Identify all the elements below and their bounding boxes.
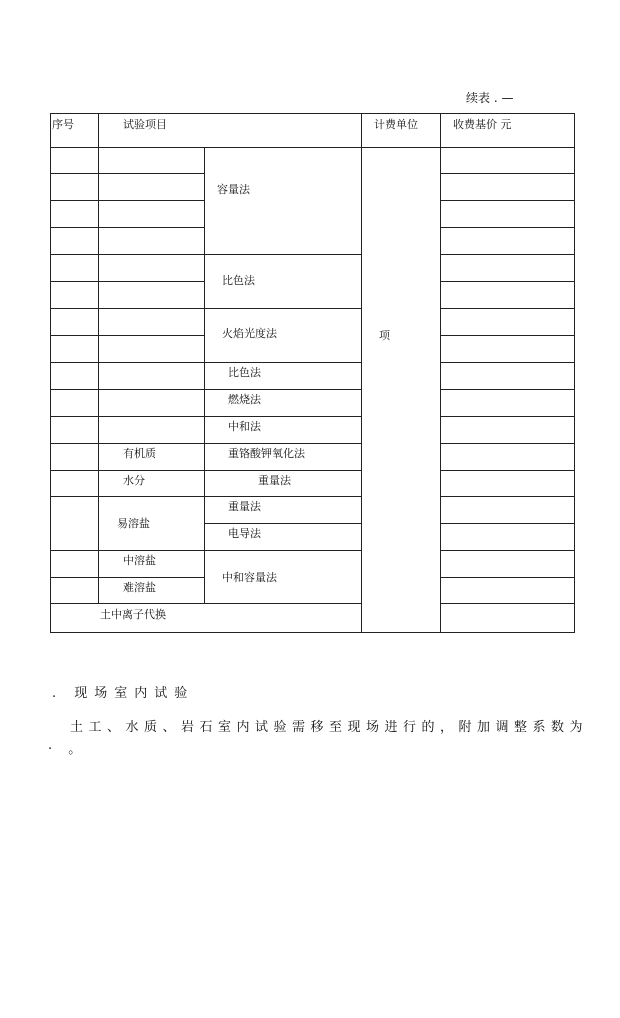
section-paragraph-line1: 土工、水质、岩石室内试验需移至现场进行的，附加调整系数为: [70, 720, 589, 735]
item-cell: 土中离子代换: [100, 608, 166, 621]
item-cell: 中溶盐: [123, 554, 156, 567]
method-cell: 重量法: [258, 474, 291, 487]
section-heading: . 现场室内试验: [52, 686, 195, 701]
header-price: 收费基价 元: [453, 118, 512, 131]
method-cell: 燃烧法: [228, 393, 261, 406]
unit-value: 项: [379, 329, 390, 342]
method-cell: 比色法: [222, 274, 255, 287]
header-seq: 序号: [52, 118, 74, 131]
header-unit: 计费单位: [374, 118, 418, 131]
method-cell: 火焰光度法: [222, 327, 277, 340]
method-cell: 重铬酸钾氧化法: [228, 447, 305, 460]
method-cell: 中和容量法: [222, 571, 277, 584]
method-cell: 重量法: [228, 500, 261, 513]
item-cell: 易溶盐: [117, 517, 150, 530]
item-cell: 水分: [123, 474, 145, 487]
section-paragraph-line2: · 。: [48, 742, 88, 757]
method-cell: 比色法: [228, 366, 261, 379]
header-item: 试验项目: [123, 118, 167, 131]
method-cell: 电导法: [228, 527, 261, 540]
continuation-label: 续表 . —: [466, 91, 514, 105]
item-cell: 难溶盐: [123, 581, 156, 594]
method-cell: 中和法: [228, 420, 261, 433]
method-cell: 容量法: [217, 183, 250, 196]
item-cell: 有机质: [123, 447, 156, 460]
